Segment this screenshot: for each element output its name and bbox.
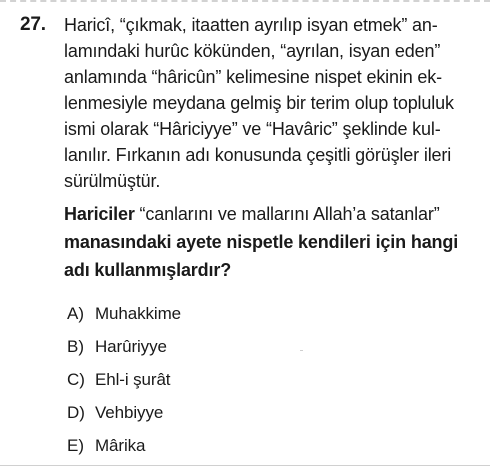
bottom-divider [0, 465, 490, 466]
prompt-line [64, 200, 474, 228]
option-c[interactable] [67, 363, 367, 396]
top-divider [0, 0, 490, 2]
question-prompt [64, 200, 474, 284]
option-e[interactable] [67, 429, 367, 462]
passage-line: lamındaki hurûc kökünden, “ayrılan, isyan eden” [64, 41, 441, 61]
answer-options [67, 297, 367, 462]
scan-speck [300, 350, 303, 351]
option-text: Vehbiyye [95, 402, 164, 422]
option-text: Mârika [95, 435, 146, 455]
passage-line: Haricî, “çıkmak, itaatten ayrılıp isyan etmek” an- [64, 15, 438, 35]
prompt-line: adı kullanmışlardır? [64, 260, 232, 280]
option-text: Ehl-i şurât [95, 369, 171, 389]
question-passage [64, 12, 476, 194]
option-b[interactable] [67, 330, 367, 363]
passage-line: anlamında “hâricûn” kelimesine nispet ekinin ek- [64, 67, 442, 87]
prompt-quote: “canlarını ve mallarını Allah’a satanlar” [134, 204, 440, 224]
option-letter: C) [67, 369, 85, 389]
option-letter: E) [67, 435, 84, 455]
option-letter: A) [67, 303, 84, 323]
option-letter: D) [67, 402, 85, 422]
option-letter: B) [67, 336, 84, 356]
prompt-line: manasındaki ayete nispetle kendileri için hangi [64, 232, 459, 252]
prompt-subject: Hariciler [64, 204, 135, 224]
option-d[interactable] [67, 396, 367, 429]
passage-line: ismi olarak “Hâriciyye” ve “Havâric” şeklinde kul- [64, 119, 441, 139]
option-a[interactable] [67, 297, 367, 330]
question-number: 27. [20, 14, 46, 35]
passage-line: lanılır. Fırkanın adı konusunda çeşitli görüşler ileri [64, 145, 452, 165]
option-text: Harûriyye [95, 336, 167, 356]
passage-line: sürülmüştür. [64, 171, 161, 191]
option-text: Muhakkime [95, 303, 182, 323]
passage-line: lenmesiyle meydana gelmiş bir terim olup topluluk [64, 93, 454, 113]
